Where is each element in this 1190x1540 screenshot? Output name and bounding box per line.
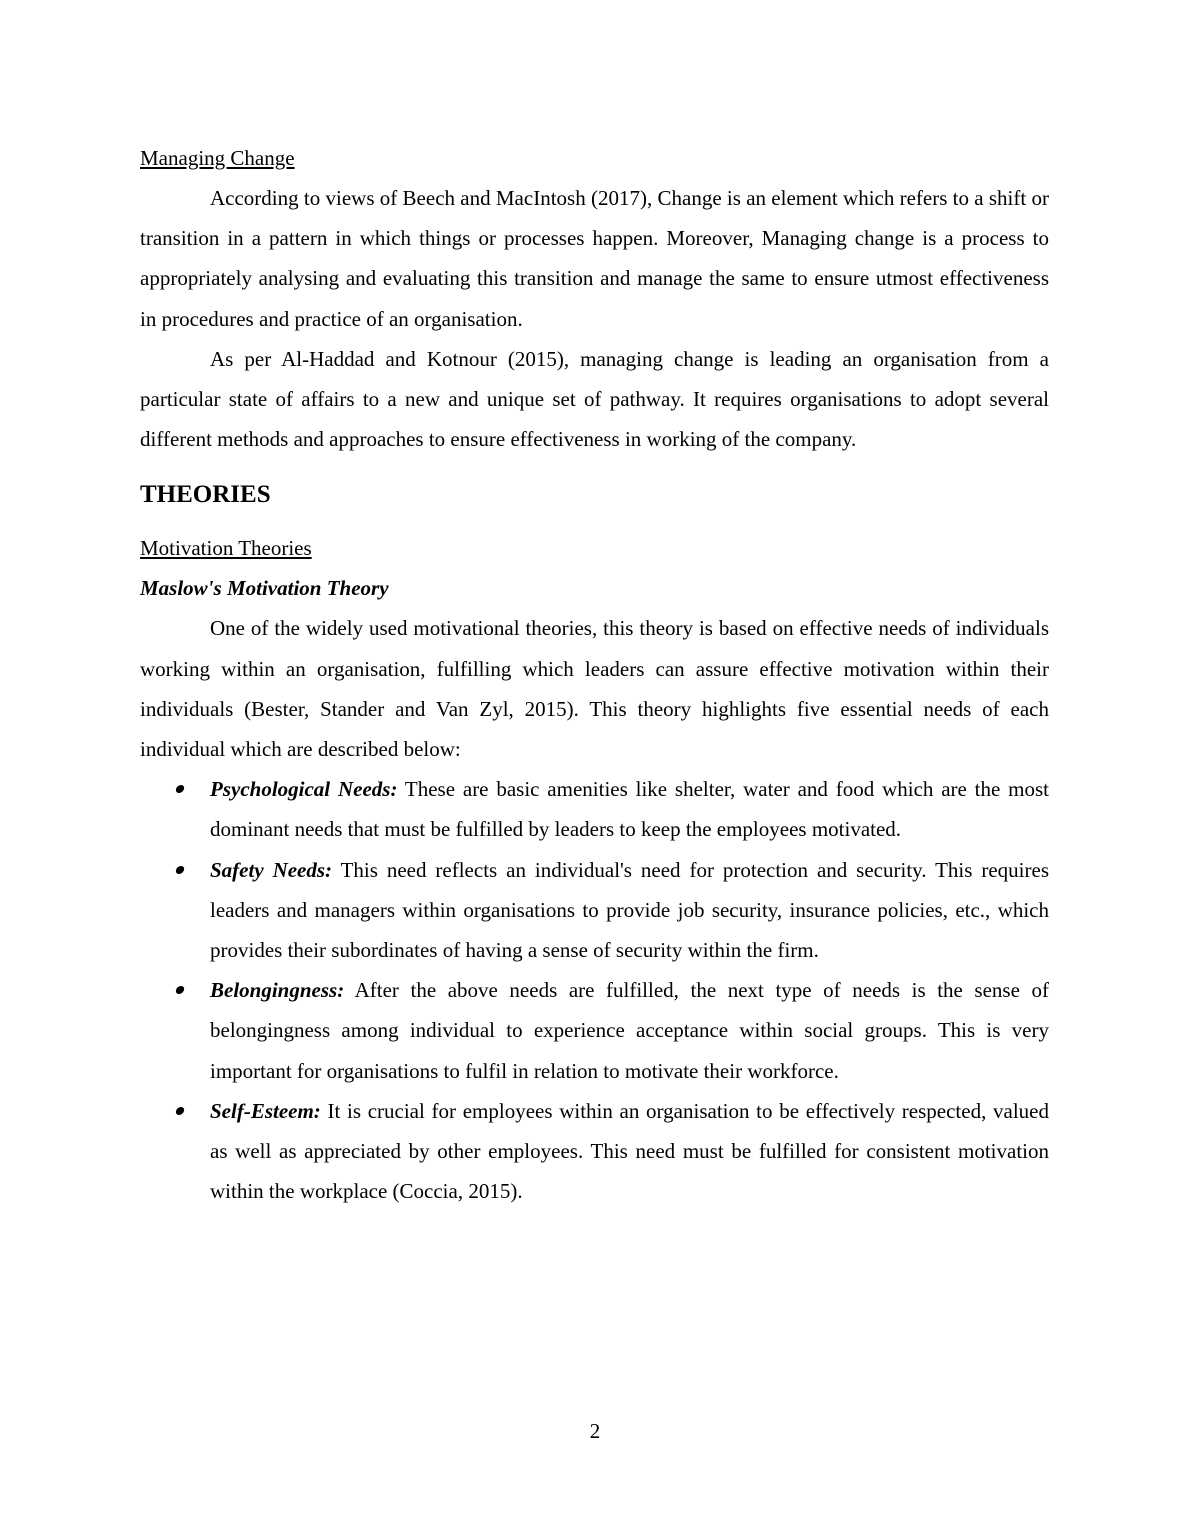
theories-heading: THEORIES — [140, 481, 271, 509]
need-description: This need reflects an individual's need for protection and security. This requires leaders and managers within organisations to provide job security, insurance policies, etc., which provides their subordinates of having a sense of security within the firm. — [210, 857, 1049, 963]
bullet-icon — [175, 1107, 185, 1115]
need-description: After the above needs are fulfilled, the next type of needs is the sense of belongingness among individual to experience acceptance within social groups. This is very important for organisations to fulfil in relation to motivate their workforce. — [210, 978, 1049, 1083]
maslow-intro-paragraph: One of the widely used motivational theories, this theory is based on effective needs of individuals working within an organisation, fulfilling which leaders can assure effective motivation within their individuals (Bester, Stander and Van Zyl, 2015). This theory highlights five essential needs of each individual which are described below: — [140, 616, 1049, 762]
managing-change-heading: Managing Change — [140, 146, 295, 170]
maslow-theory-heading: Maslow's Motivation Theory — [140, 576, 389, 601]
bullet-icon — [175, 866, 185, 874]
need-term: Safety Needs: — [210, 857, 333, 882]
list-item — [140, 850, 1049, 971]
managing-change-paragraph-2: As per Al-Haddad and Kotnour (2015), managing change is leading an organisation from a particular state of affairs to a new and unique set of pathway. It requires organisations to adopt several different methods and approaches to ensure effectiveness in working of the company. — [140, 346, 1049, 452]
list-item — [140, 970, 1049, 1091]
document-page — [140, 138, 1049, 1211]
list-item — [140, 769, 1049, 849]
need-term: Psychological Needs: — [210, 777, 398, 802]
need-term: Self-Esteem: — [210, 1098, 321, 1123]
bullet-icon — [175, 785, 185, 793]
bullet-icon — [175, 986, 185, 994]
managing-change-paragraph-1: According to views of Beech and MacIntosh (2017), Change is an element which refers to a shift or transition in a pattern in which things or processes happen. Moreover, Managing change is a process to appropriately analysing and evaluating this transition and manage the same to ensure utmost effectiveness in procedures and practice of an organisation. — [140, 186, 1049, 331]
needs-list — [140, 769, 1049, 1211]
page-number: 2 — [589, 1419, 601, 1443]
need-description: It is crucial for employees within an organisation to be effectively respected, valued as well as appreciated by other employees. This need must be fulfilled for consistent motivation within the workplace (Coccia, 2015). — [210, 1098, 1049, 1204]
list-item — [140, 1091, 1049, 1212]
motivation-theories-heading: Motivation Theories — [140, 536, 312, 561]
need-description: These are basic amenities like shelter, water and food which are the most dominant needs that must be fulfilled by leaders to keep the employees motivated. — [210, 777, 1049, 842]
need-term: Belongingness: — [210, 978, 345, 1003]
